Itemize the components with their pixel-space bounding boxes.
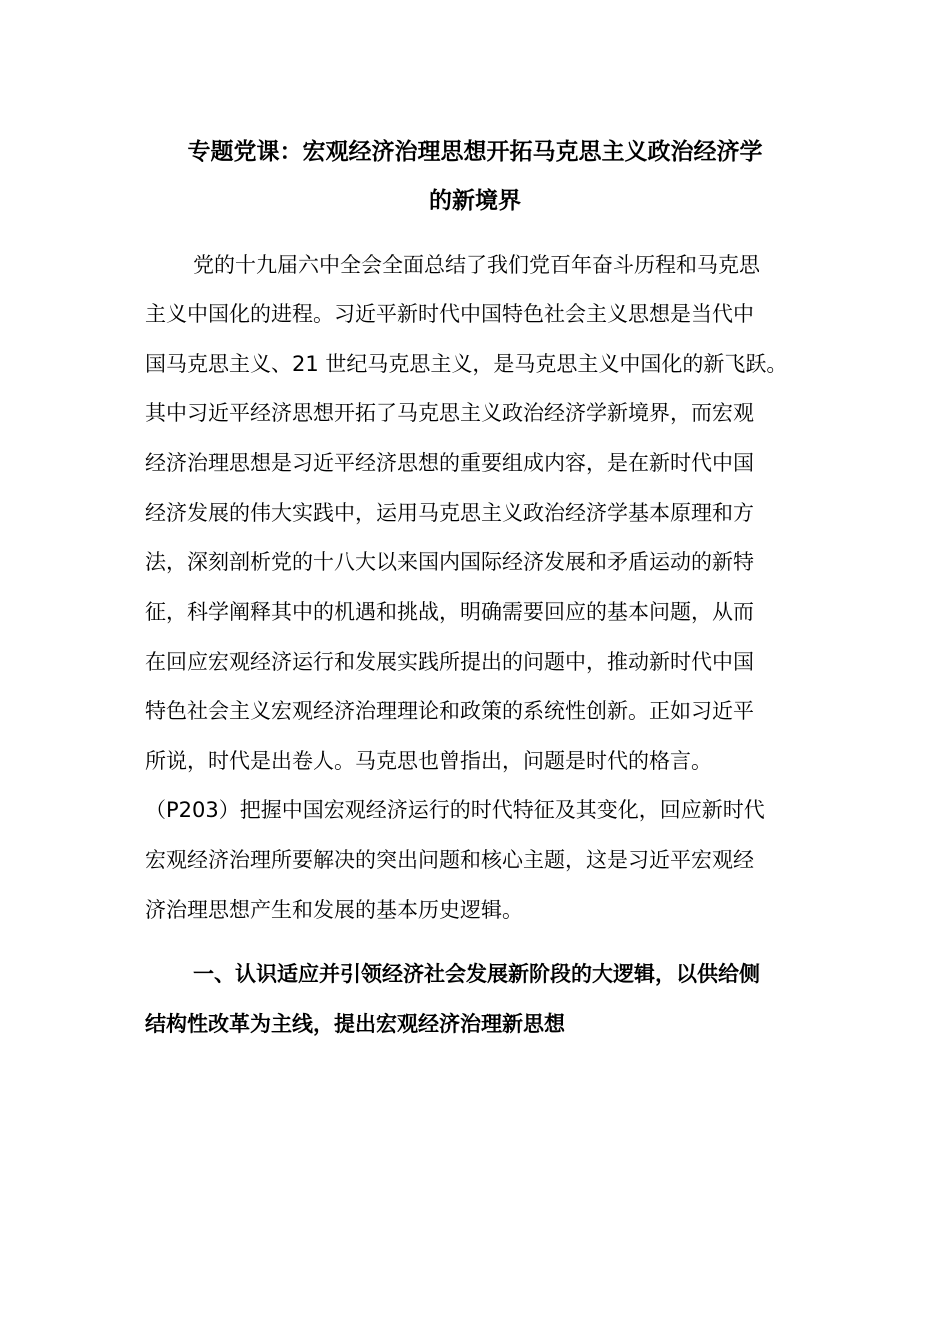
paragraph-line: 经济治理思想是习近平经济思想的重要组成内容，是在新时代中国 — [145, 451, 754, 475]
paragraph-line: 宏观经济治理所要解决的突出问题和核心主题，这是习近平宏观经 — [145, 848, 754, 872]
paragraph-line: 国马克思主义、21 世纪马克思主义，是马克思主义中国化的新飞跃。 — [145, 352, 788, 376]
paragraph-line: 所说，时代是出卷人。马克思也曾指出，问题是时代的格言。 — [145, 749, 712, 773]
paragraph-line: 特色社会主义宏观经济治理理论和政策的系统性创新。正如习近平 — [145, 699, 754, 723]
paragraph-line: 经济发展的伟大实践中，运用马克思主义政治经济学基本原理和方 — [145, 501, 754, 525]
paragraph-line: 主义中国化的进程。习近平新时代中国特色社会主义思想是当代中 — [145, 302, 754, 326]
paragraph-line: 在回应宏观经济运行和发展实践所提出的问题中，推动新时代中国 — [145, 650, 754, 674]
paragraph-line: 征，科学阐释其中的机遇和挑战，明确需要回应的基本问题，从而 — [145, 600, 754, 624]
section-heading-line-2: 结构性改革为主线，提出宏观经济治理新思想 — [145, 1012, 565, 1036]
document-title-line-2: 的新境界 — [429, 188, 521, 214]
paragraph-line: 济治理思想产生和发展的基本历史逻辑。 — [145, 898, 523, 922]
paragraph-line: （P203）把握中国宏观经济运行的时代特征及其变化，回应新时代 — [145, 798, 765, 822]
section-heading-line-1: 一、认识适应并引领经济社会发展新阶段的大逻辑，以供给侧 — [193, 962, 760, 986]
paragraph-line: 党的十九届六中全会全面总结了我们党百年奋斗历程和马克思 — [193, 253, 760, 277]
document-title-line-1: 专题党课：宏观经济治理思想开拓马克思主义政治经济学 — [187, 139, 763, 165]
paragraph-line: 其中习近平经济思想开拓了马克思主义政治经济学新境界，而宏观 — [145, 401, 754, 425]
paragraph-line: 法，深刻剖析党的十八大以来国内国际经济发展和矛盾运动的新特 — [145, 550, 754, 574]
